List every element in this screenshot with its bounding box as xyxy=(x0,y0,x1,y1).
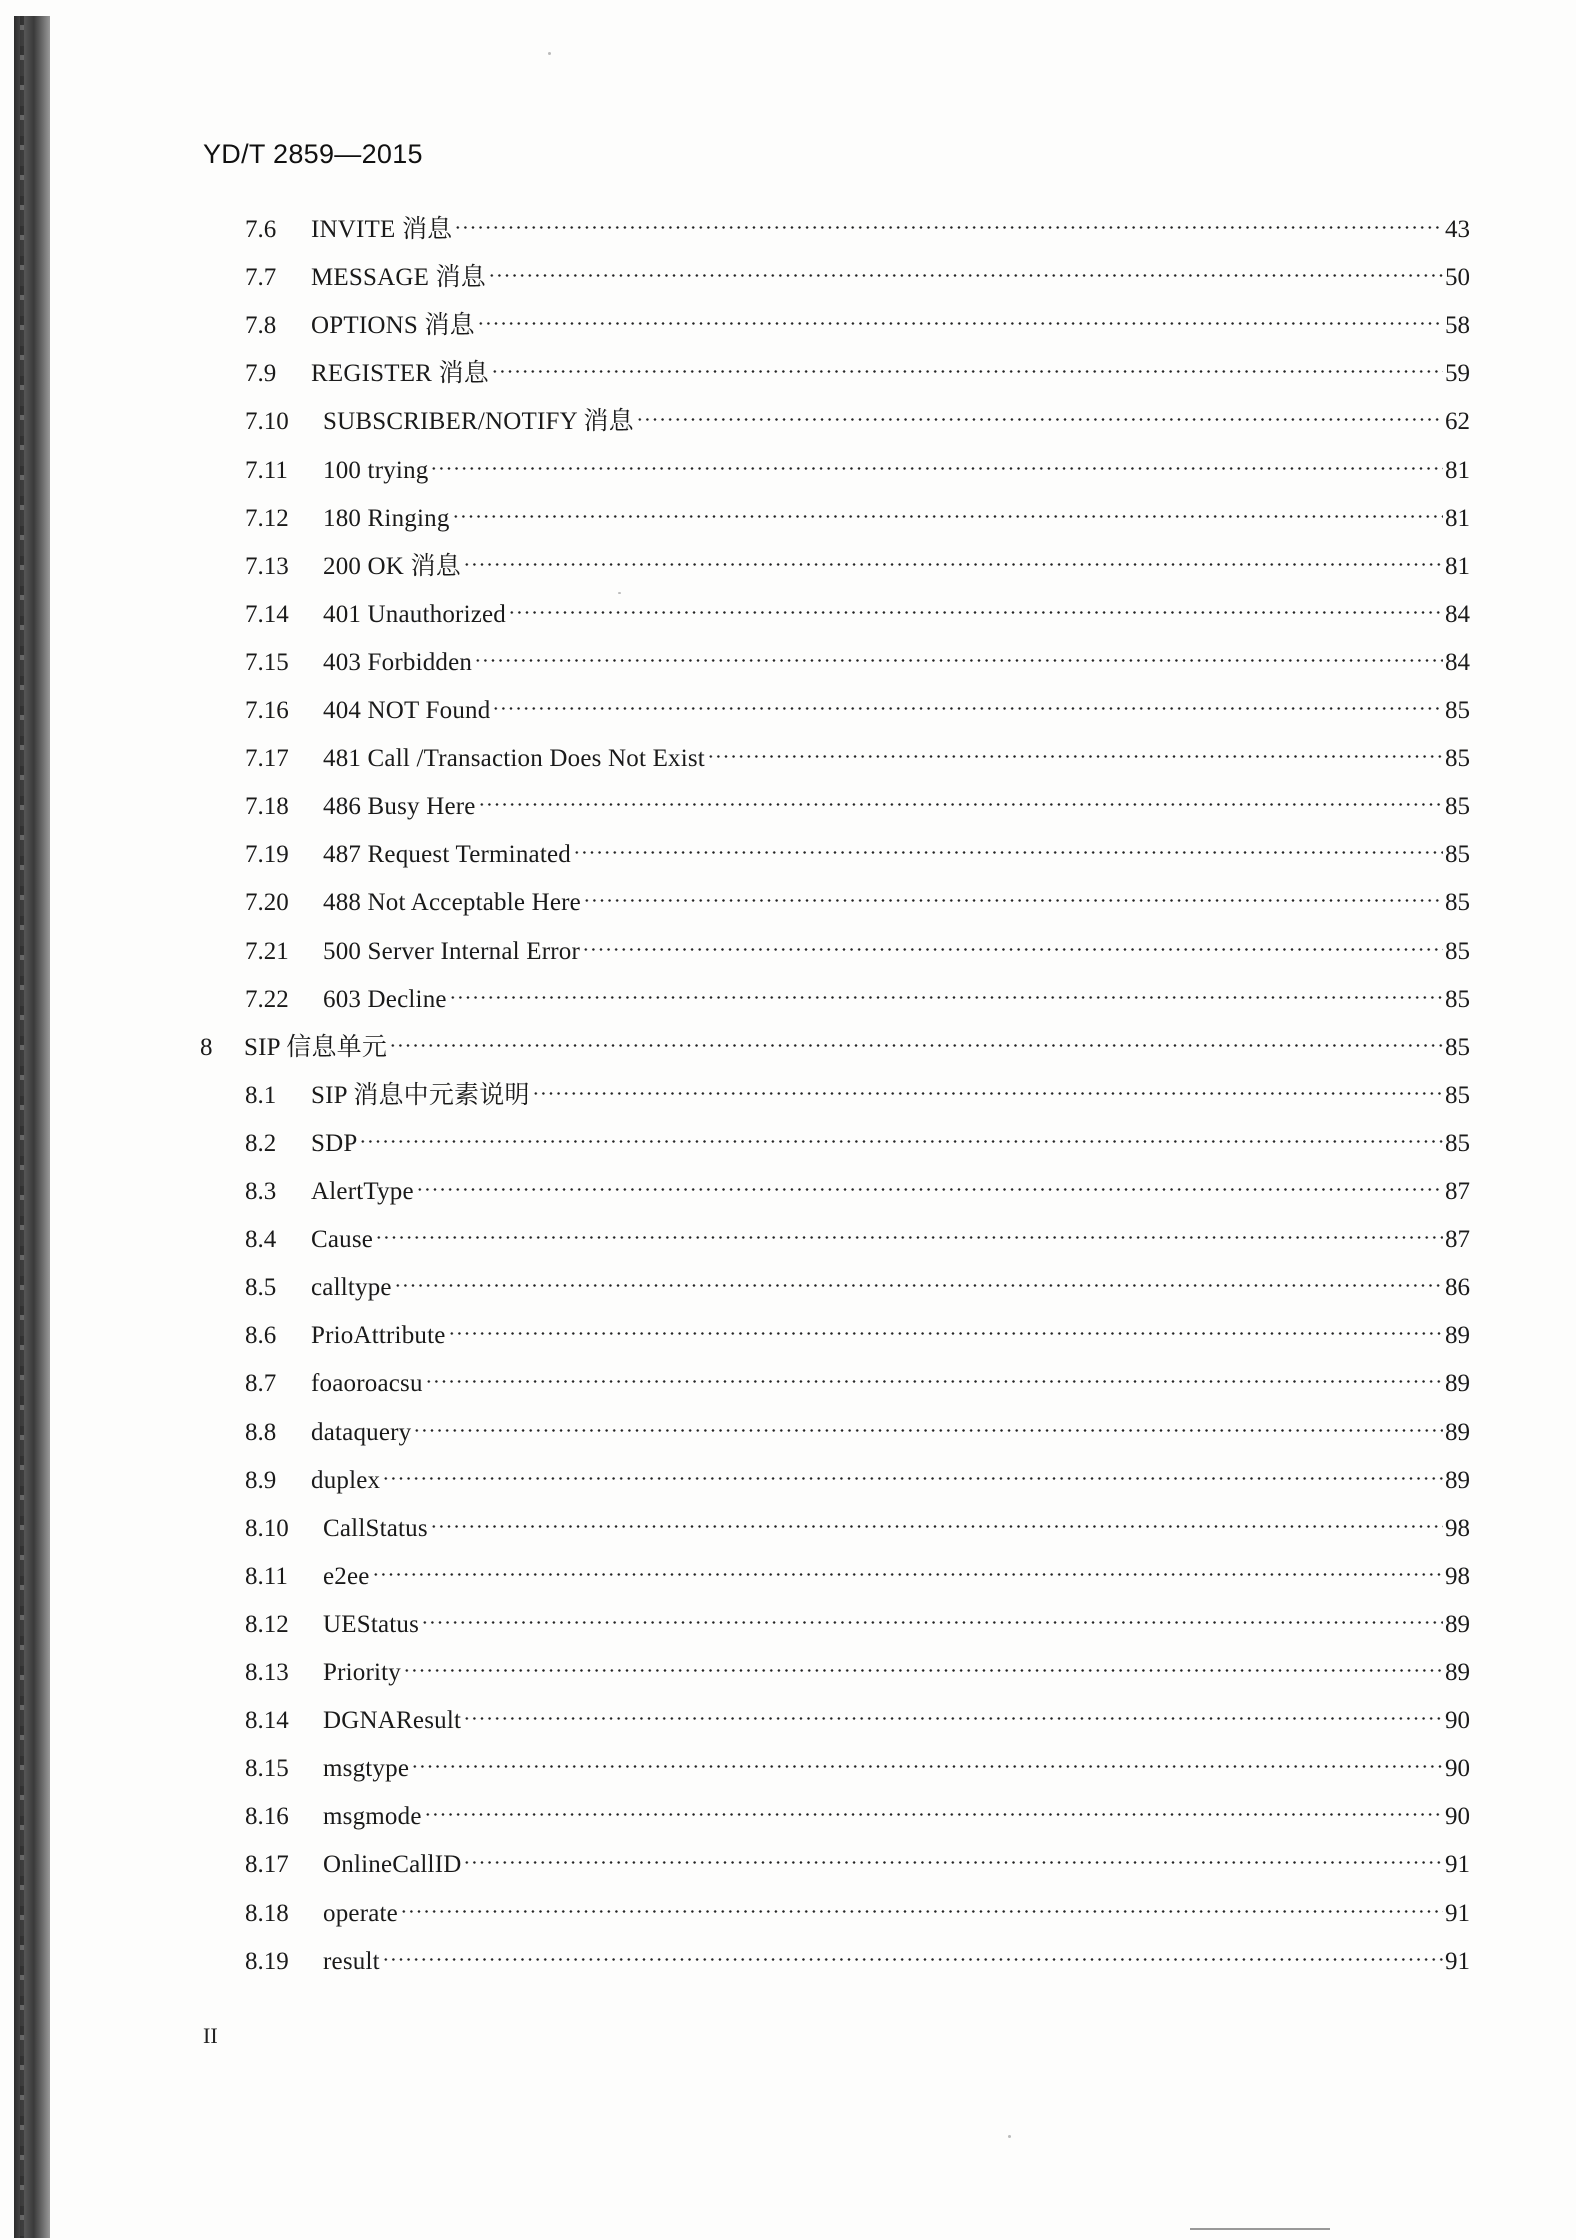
toc-entry-title: 486 Busy Here xyxy=(323,793,476,821)
toc-entry-number: 8.13 xyxy=(245,1659,289,1686)
toc-entry-title: 180 Ringing xyxy=(323,504,450,532)
toc-entry[interactable] xyxy=(245,1648,1470,1686)
toc-entry[interactable] xyxy=(245,205,1470,243)
toc-entry[interactable] xyxy=(245,446,1470,484)
toc-entry-number: 8.10 xyxy=(245,1514,289,1542)
toc-entry[interactable] xyxy=(245,1552,1470,1590)
toc-dot-leader xyxy=(463,1840,1443,1872)
toc-entry-title: SIP 消息中元素说明 xyxy=(311,1081,530,1109)
page-number: II xyxy=(203,2023,218,2048)
toc-entry-title: MESSAGE 消息 xyxy=(311,264,486,292)
toc-dot-leader xyxy=(532,1071,1443,1103)
toc-entry-title: CallStatus xyxy=(323,1514,428,1542)
toc-dot-leader xyxy=(583,878,1443,910)
toc-entry[interactable] xyxy=(245,1937,1470,1975)
toc-entry-page: 89 xyxy=(1445,1466,1470,1494)
toc-dot-leader xyxy=(707,734,1443,766)
toc-entry[interactable] xyxy=(245,1119,1470,1157)
toc-entry[interactable] xyxy=(245,1311,1470,1350)
toc-entry-page: 85 xyxy=(1445,745,1470,773)
toc-entry[interactable] xyxy=(245,975,1470,1013)
toc-entry[interactable] xyxy=(245,1696,1470,1735)
toc-entry-title: AlertType xyxy=(311,1178,414,1205)
toc-entry-title: DGNAResult xyxy=(323,1707,462,1735)
toc-dot-leader xyxy=(375,1215,1443,1247)
toc-dot-leader xyxy=(488,253,1443,285)
toc-entry-number: 8.8 xyxy=(245,1418,277,1446)
toc-dot-leader xyxy=(382,1456,1443,1488)
toc-entry-number: 8.12 xyxy=(245,1610,289,1638)
toc-entry-number: 8.1 xyxy=(245,1081,277,1109)
toc-entry-number: 7.15 xyxy=(245,648,289,676)
toc-entry-page: 90 xyxy=(1445,1803,1470,1831)
toc-entry-number: 7.12 xyxy=(245,504,289,532)
toc-entry-number: 7.7 xyxy=(245,264,277,292)
toc-entry-title: operate xyxy=(323,1899,398,1927)
toc-entry-title: msgmode xyxy=(323,1803,422,1831)
toc-entry-number: 8.3 xyxy=(245,1178,277,1205)
toc-entry[interactable] xyxy=(245,349,1470,388)
toc-dot-leader xyxy=(573,830,1443,862)
toc-entry-number: 8.9 xyxy=(245,1466,277,1494)
toc-dot-leader xyxy=(474,638,1443,670)
toc-entry-title: SDP xyxy=(311,1129,358,1157)
toc-entry[interactable] xyxy=(245,1792,1470,1831)
toc-entry-page: 90 xyxy=(1445,1755,1470,1783)
toc-entry-page: 90 xyxy=(1445,1707,1470,1735)
toc-entry[interactable] xyxy=(245,1359,1470,1398)
toc-dot-leader xyxy=(400,1889,1443,1921)
toc-dot-leader xyxy=(416,1167,1443,1199)
toc-dot-leader xyxy=(424,1792,1443,1824)
toc-dot-leader xyxy=(403,1648,1443,1680)
toc-entry-page: 84 xyxy=(1445,600,1470,628)
toc-entry-title: 200 OK 消息 xyxy=(323,552,461,580)
toc-dot-leader xyxy=(463,542,1443,574)
toc-entry[interactable] xyxy=(200,1023,1470,1061)
toc-entry-page: 89 xyxy=(1445,1370,1470,1398)
toc-entry-title: e2ee xyxy=(323,1562,370,1590)
toc-entry[interactable] xyxy=(245,927,1470,965)
toc-entry-title: UEStatus xyxy=(323,1610,420,1638)
toc-entry-page: 89 xyxy=(1445,1322,1470,1350)
toc-entry-number: 8 xyxy=(200,1033,213,1061)
toc-entry-title: PrioAttribute xyxy=(311,1322,446,1350)
toc-dot-leader xyxy=(448,1311,1443,1343)
toc-entry[interactable] xyxy=(245,397,1470,436)
toc-entry-page: 59 xyxy=(1445,360,1470,388)
toc-entry-page: 89 xyxy=(1445,1418,1470,1446)
toc-entry-title: 487 Request Terminated xyxy=(323,841,571,869)
toc-entry[interactable] xyxy=(245,830,1470,869)
toc-entry-number: 7.10 xyxy=(245,408,289,436)
toc-entry-page: 85 xyxy=(1445,793,1470,821)
toc-entry[interactable] xyxy=(245,686,1470,724)
toc-entry[interactable] xyxy=(245,1263,1470,1302)
toc-entry[interactable] xyxy=(245,878,1470,917)
toc-entry[interactable] xyxy=(245,734,1470,773)
toc-entry-title: 481 Call /Transaction Does Not Exist xyxy=(323,745,705,773)
toc-entry-number: 8.14 xyxy=(245,1707,289,1735)
toc-entry-title: 404 NOT Found xyxy=(323,697,491,724)
toc-entry-number: 8.15 xyxy=(245,1755,289,1783)
toc-dot-leader xyxy=(421,1600,1443,1632)
toc-entry-page: 81 xyxy=(1445,504,1470,532)
toc-entry-page: 91 xyxy=(1445,1947,1470,1975)
toc-entry-number: 7.20 xyxy=(245,889,289,917)
toc-entry-number: 8.11 xyxy=(245,1562,288,1590)
toc-entry-title: 603 Decline xyxy=(323,985,447,1013)
toc-entry-page: 85 xyxy=(1445,841,1470,869)
toc-entry-title: dataquery xyxy=(311,1418,412,1446)
toc-entry-number: 7.14 xyxy=(245,600,289,628)
toc-entry-number: 7.22 xyxy=(245,985,289,1013)
toc-dot-leader xyxy=(508,590,1443,622)
toc-entry-page: 62 xyxy=(1445,408,1470,436)
toc-entry-title: OnlineCallID xyxy=(323,1851,462,1879)
toc-entry-title: INVITE 消息 xyxy=(311,216,453,243)
toc-entry-number: 8.19 xyxy=(245,1947,289,1975)
toc-entry-number: 8.6 xyxy=(245,1322,277,1350)
toc-entry-page: 43 xyxy=(1445,216,1470,243)
toc-entry-title: OPTIONS 消息 xyxy=(311,312,475,340)
toc-dot-leader xyxy=(389,1023,1443,1055)
toc-entry-number: 7.16 xyxy=(245,697,289,724)
toc-dot-leader xyxy=(372,1552,1443,1584)
toc-entry-page: 91 xyxy=(1445,1899,1470,1927)
toc-entry-title: 488 Not Acceptable Here xyxy=(323,889,581,917)
toc-entry[interactable] xyxy=(245,1456,1470,1494)
toc-entry-number: 8.17 xyxy=(245,1851,289,1879)
toc-entry-title: 500 Server Internal Error xyxy=(323,937,580,965)
toc-entry[interactable] xyxy=(245,1889,1470,1927)
toc-entry[interactable] xyxy=(245,1408,1470,1446)
toc-dot-leader xyxy=(492,686,1443,718)
toc-entry-page: 84 xyxy=(1445,648,1470,676)
toc-dot-leader xyxy=(636,397,1443,429)
toc-dot-leader xyxy=(477,301,1443,333)
toc-entry-title: Cause xyxy=(311,1226,374,1254)
toc-dot-leader xyxy=(425,1359,1443,1391)
toc-entry-title: msgtype xyxy=(323,1755,410,1783)
document-header: YD/T 2859—2015 xyxy=(203,139,423,169)
toc-entry[interactable] xyxy=(245,253,1470,292)
toc-entry-page: 85 xyxy=(1445,1129,1470,1157)
toc-entry-number: 7.6 xyxy=(245,216,277,243)
toc-entry-page: 85 xyxy=(1445,697,1470,724)
toc-entry[interactable] xyxy=(245,590,1470,628)
toc-entry-number: 8.7 xyxy=(245,1370,277,1398)
scan-speck xyxy=(1008,2135,1011,2138)
toc-entry[interactable] xyxy=(245,542,1470,580)
toc-entry[interactable] xyxy=(245,1744,1470,1783)
toc-entry-page: 87 xyxy=(1445,1178,1470,1205)
toc-entry-title: result xyxy=(323,1947,380,1975)
toc-entry-number: 8.18 xyxy=(245,1899,289,1927)
toc-entry-number: 7.17 xyxy=(245,745,289,773)
toc-entry[interactable] xyxy=(245,1071,1470,1109)
toc-entry-page: 85 xyxy=(1445,985,1470,1013)
toc-dot-leader xyxy=(382,1937,1443,1969)
toc-entry-page: 86 xyxy=(1445,1274,1470,1302)
toc-dot-leader xyxy=(359,1119,1443,1151)
toc-dot-leader xyxy=(582,927,1443,959)
toc-entry-title: calltype xyxy=(311,1274,392,1302)
toc-entry-number: 7.11 xyxy=(245,456,288,484)
toc-entry-number: 8.2 xyxy=(245,1129,277,1157)
toc-entry[interactable] xyxy=(245,494,1470,532)
toc-dot-leader xyxy=(430,1504,1443,1536)
toc-entry[interactable] xyxy=(245,1840,1470,1879)
toc-dot-leader xyxy=(454,205,1443,237)
toc-entry-title: REGISTER 消息 xyxy=(311,360,489,388)
scan-binding-edge xyxy=(14,16,50,2238)
toc-dot-leader xyxy=(452,494,1443,526)
toc-dot-leader xyxy=(394,1263,1443,1295)
toc-entry-number: 7.18 xyxy=(245,793,289,821)
toc-entry-page: 89 xyxy=(1445,1659,1470,1686)
toc-entry-number: 7.13 xyxy=(245,552,289,580)
toc-entry-page: 98 xyxy=(1445,1514,1470,1542)
toc-entry-title: SIP 信息单元 xyxy=(244,1033,388,1061)
toc-entry-title: 403 Forbidden xyxy=(323,648,473,676)
toc-entry-page: 85 xyxy=(1445,1033,1470,1061)
toc-entry-page: 85 xyxy=(1445,889,1470,917)
toc-entry-page: 89 xyxy=(1445,1610,1470,1638)
toc-entry-number: 8.4 xyxy=(245,1226,277,1254)
toc-entry-page: 85 xyxy=(1445,937,1470,965)
toc-dot-leader xyxy=(449,975,1443,1007)
toc-entry-title: Priority xyxy=(323,1659,401,1686)
toc-entry-number: 7.8 xyxy=(245,312,277,340)
toc-entry-page: 58 xyxy=(1445,312,1470,340)
toc-entry-page: 87 xyxy=(1445,1226,1470,1254)
toc-entry[interactable] xyxy=(245,1600,1470,1638)
toc-entry-title: 100 trying xyxy=(323,456,429,484)
toc-dot-leader xyxy=(491,349,1443,381)
scan-speck xyxy=(618,592,621,594)
toc-entry[interactable] xyxy=(245,782,1470,821)
toc-entry-page: 85 xyxy=(1445,1081,1470,1109)
toc-entry-number: 8.5 xyxy=(245,1274,277,1302)
toc-entry-title: 401 Unauthorized xyxy=(323,600,507,628)
toc-entry[interactable] xyxy=(245,1215,1470,1254)
toc-entry[interactable] xyxy=(245,301,1470,340)
toc-dot-leader xyxy=(411,1744,1443,1776)
toc-dot-leader xyxy=(430,446,1443,478)
toc-entry-title: SUBSCRIBER/NOTIFY 消息 xyxy=(323,408,634,436)
toc-dot-leader xyxy=(463,1696,1443,1728)
toc-entry[interactable] xyxy=(245,1504,1470,1542)
toc-entry-page: 81 xyxy=(1445,456,1470,484)
toc-dot-leader xyxy=(478,782,1443,814)
toc-entry-page: 91 xyxy=(1445,1851,1470,1879)
toc-entry[interactable] xyxy=(245,1167,1470,1205)
toc-entry-number: 8.16 xyxy=(245,1803,289,1831)
toc-entry-title: duplex xyxy=(311,1466,381,1494)
toc-entry-number: 7.9 xyxy=(245,360,277,388)
toc-entry-number: 7.21 xyxy=(245,937,289,965)
toc-entry-page: 98 xyxy=(1445,1562,1470,1590)
toc-dot-leader xyxy=(413,1408,1443,1440)
scan-artifact-line xyxy=(1190,2228,1330,2230)
scan-speck xyxy=(548,52,551,55)
toc-entry-page: 50 xyxy=(1445,264,1470,292)
toc-entry-page: 81 xyxy=(1445,552,1470,580)
toc-entry[interactable] xyxy=(245,638,1470,676)
toc-entry-number: 7.19 xyxy=(245,841,289,869)
toc-entry-title: foaoroacsu xyxy=(311,1370,423,1398)
